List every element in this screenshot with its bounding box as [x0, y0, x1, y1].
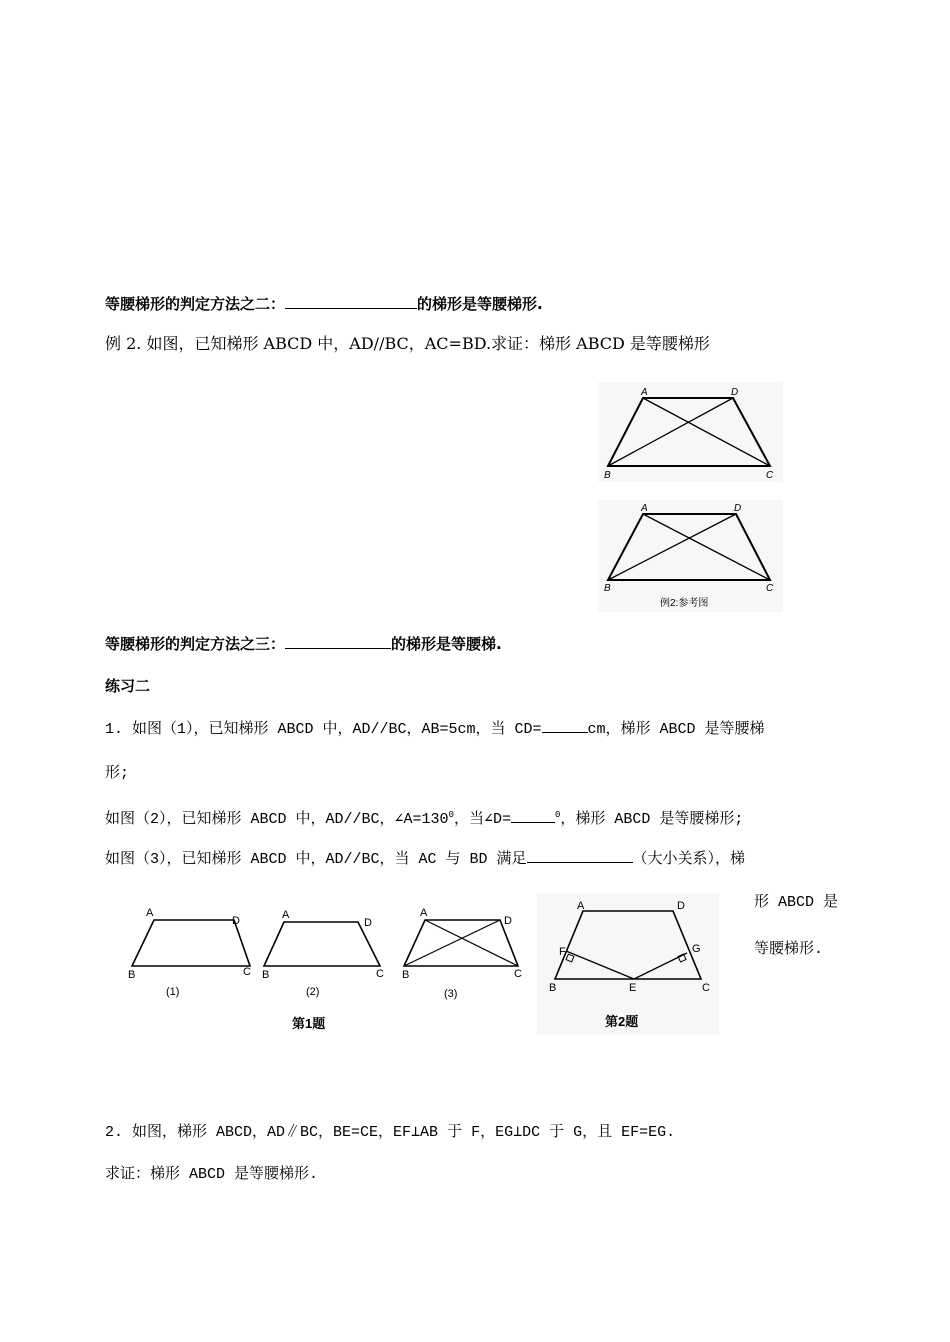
- q2-figure: [537, 893, 719, 1035]
- label-c: C: [514, 968, 522, 980]
- q1-figure-3: [402, 907, 522, 1000]
- label-a: A: [641, 503, 648, 514]
- label-a: A: [641, 387, 648, 398]
- label-a: A: [577, 900, 585, 912]
- label-a: A: [282, 909, 290, 921]
- degree-sup: 0: [448, 810, 454, 820]
- label-d: D: [232, 915, 240, 927]
- q1-line6: 等腰梯形.: [754, 941, 824, 958]
- q1-figure-1: [128, 907, 251, 998]
- q1-relation-blank[interactable]: [527, 846, 633, 863]
- q1-line3-part1: 如图（2），已知梯形 ABCD 中，AD//BC，∠A=130: [105, 811, 449, 828]
- q1-line4: [105, 846, 745, 870]
- q1-line2: 形;: [105, 765, 130, 782]
- method2-statement: [105, 292, 543, 314]
- q2-figure-caption: 第2题: [605, 1014, 639, 1029]
- method2-blank[interactable]: [285, 292, 417, 309]
- q1-line1-part1: 1. 如图（1），已知梯形 ABCD 中，AD//BC，AB=5cm，当 CD=: [105, 721, 542, 738]
- label-c: C: [766, 583, 774, 594]
- q1-line1-part2: cm，梯形 ABCD 是等腰梯: [587, 721, 765, 738]
- method3-suffix: 的梯形是等腰梯.: [391, 635, 502, 653]
- label-e: E: [629, 982, 637, 994]
- q1-line1: [105, 716, 765, 740]
- method3-statement: [105, 632, 502, 654]
- q1-line5: 形 ABCD 是: [754, 894, 839, 911]
- label-d: D: [364, 917, 372, 929]
- q1-angle-blank[interactable]: [511, 806, 555, 823]
- q2-line1: 2. 如图，梯形 ABCD，AD∥BC，BE=CE，EF⊥AB 于 F，EG⊥DC 于 G，且 EF=EG.: [105, 1124, 676, 1141]
- method3-prefix: 等腰梯形的判定方法之三：: [105, 635, 286, 653]
- q1-line4-part1: 如图（3），已知梯形 ABCD 中，AD//BC，当 AC 与 BD 满足: [105, 851, 527, 868]
- figure-3-label: (3): [444, 988, 458, 1000]
- label-b: B: [604, 583, 611, 594]
- figure-2-label: (2): [306, 986, 320, 998]
- label-b: B: [128, 969, 136, 981]
- label-b: B: [402, 969, 410, 981]
- label-c: C: [243, 966, 251, 978]
- method2-suffix: 的梯形是等腰梯形.: [417, 295, 543, 313]
- figure-caption: 例2:参考图: [660, 598, 709, 609]
- example2-figure-top: [598, 382, 783, 482]
- q1-line3-part2: ，当∠D=: [453, 811, 512, 828]
- q1-line3-part3: ，梯形 ABCD 是等腰梯形;: [560, 811, 744, 828]
- q1-line3: [105, 805, 743, 830]
- label-b: B: [262, 969, 270, 981]
- q1-figure-2: [262, 909, 384, 998]
- example2-text: 例 2. 如图，已知梯形 ABCD 中，AD//BC，AC=BD.求证：梯形 ABCD 是等腰梯形: [105, 334, 710, 353]
- degree-sup: 0: [555, 810, 561, 820]
- practice-title: 练习二: [105, 677, 151, 695]
- label-d: D: [504, 915, 512, 927]
- q1-figure-caption: 第1题: [292, 1016, 326, 1031]
- label-c: C: [702, 982, 710, 994]
- label-f: F: [559, 946, 566, 958]
- label-c: C: [376, 968, 384, 980]
- label-a: A: [146, 907, 154, 919]
- label-b: B: [604, 470, 611, 481]
- method2-prefix: 等腰梯形的判定方法之二：: [105, 295, 286, 313]
- label-d: D: [734, 503, 742, 514]
- label-a: A: [420, 907, 428, 919]
- label-d: D: [731, 387, 739, 398]
- q2-line2: 求证：梯形 ABCD 是等腰梯形.: [105, 1166, 319, 1183]
- q1-cd-blank[interactable]: [542, 716, 588, 733]
- figure-1-label: (1): [166, 986, 180, 998]
- label-b: B: [549, 982, 557, 994]
- q1-figures: [122, 900, 532, 1035]
- method3-blank[interactable]: [285, 632, 391, 649]
- example2-figure-bottom: [598, 500, 783, 612]
- label-g: G: [692, 943, 701, 955]
- label-c: C: [766, 470, 774, 481]
- label-d: D: [677, 900, 685, 912]
- q1-line4-part2: （大小关系），梯: [632, 851, 746, 868]
